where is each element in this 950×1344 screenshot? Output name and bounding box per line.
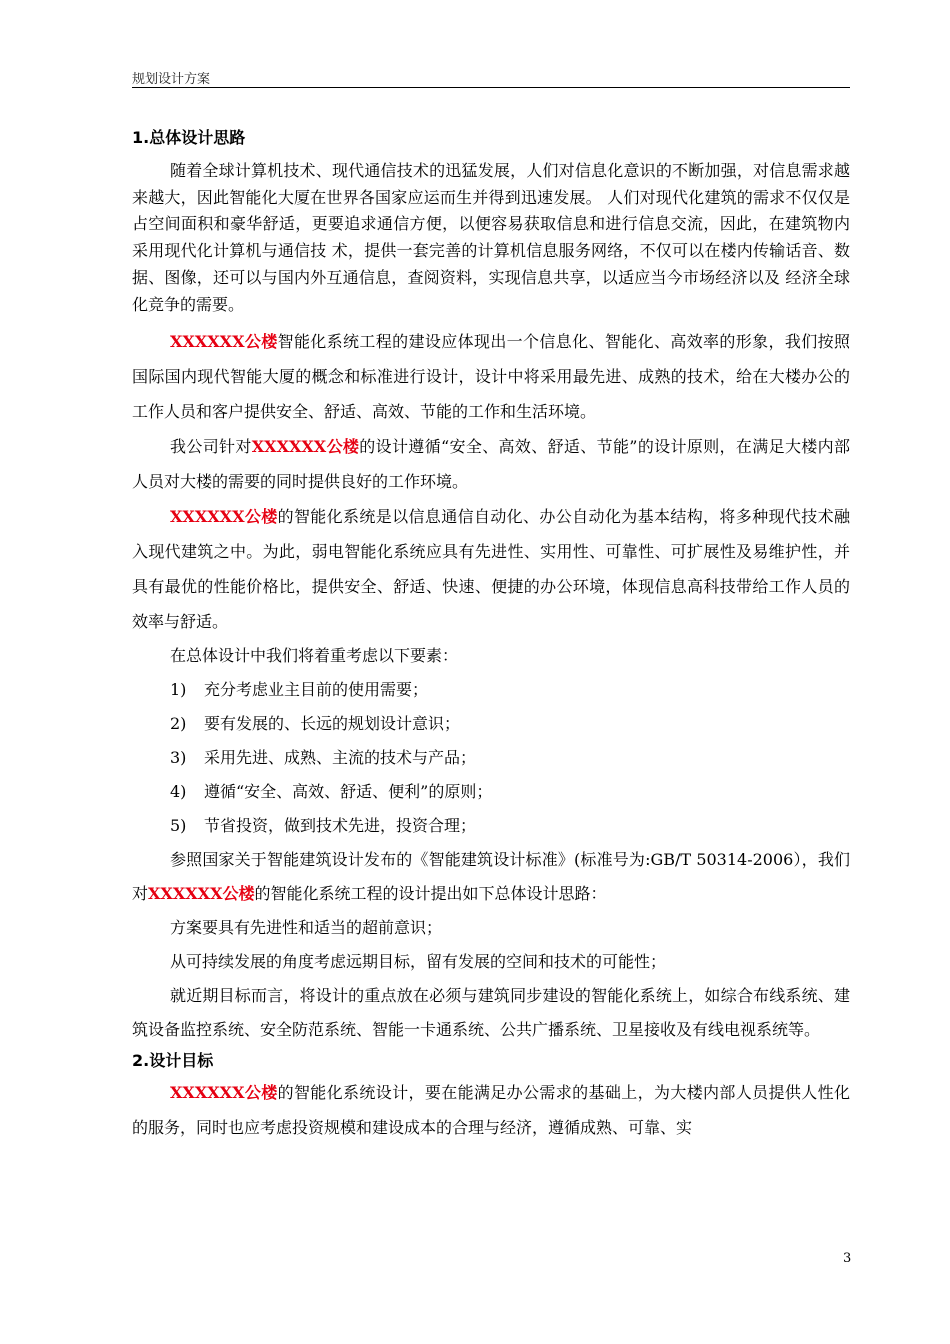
intro-paragraph: 随着全球计算机技术、现代通信技术的迅猛发展，人们对信息化意识的不断加强，对信息需求越来越大，因此智能化大厦在世界各国家应运而生并得到迅速发展。 人们对现代化建筑的需求不仅仅是占空间面积和豪华舒适，更要追求通信方便，以便容易获取信息和进行信息交流，因此，在建筑物内采用现代化计算机与通信技 术，提供一套完善的计算机信息服务网络，不仅可以在楼内传输话音、数据、图像，还可以与国内外互通信息，查阅资料，实现信息共享，以适应当今市场经济以及 经济全球化竞争的需要。: [132, 161, 850, 314]
section-heading-design-goals: 2.设计目标: [132, 1051, 214, 1071]
project-name-highlight: XXXXXX公楼: [170, 1083, 278, 1103]
paragraph-text: 的智能化系统是以信息通信自动化、办公自动化为基本结构，将多种现代技术融入现代建筑之中。为此，弱电智能化系统应具有先进性、实用性、可靠性、可扩展性及易维护性，并具有最优的性能价格比，提供安全、舒适、快速、便捷的办公环境，体现信息高科技带给工作人员的效率与舒适。: [132, 507, 850, 632]
paragraph-structure: [132, 499, 850, 639]
paragraph-text: 的智能化系统设计，要在能满足办公需求的基础上，为大楼内部人员提供人性化的服务，同时也应考虑投资规模和建设成本的合理与经济，遵循成熟、可靠、实: [132, 1083, 850, 1138]
document-body: [132, 124, 850, 1145]
list-item: [132, 809, 850, 843]
list-item: [132, 707, 850, 741]
header-divider: [132, 87, 850, 88]
paragraph-text: 智能化系统工程的建设应体现出一个信息化、智能化、高效率的形象，我们按照国际国内现代智能大厦的概念和标准进行设计，设计中将采用最先进、成熟的技术，给在大楼办公的工作人员和客户提供安全、舒适、高效、节能的工作和生活环境。: [132, 332, 850, 422]
list-item-number: 1): [170, 680, 187, 700]
list-item-text: 要有发展的、长远的规划设计意识；: [204, 714, 461, 734]
running-header: 规划设计方案: [132, 72, 211, 87]
paragraph-standard-reference: [132, 843, 850, 911]
project-name-highlight: XXXXXX公楼: [148, 884, 255, 904]
paragraph-lead: 参照国家关于智能建筑设计发布的《智能建筑设计标准》(标准号为:GB/T 50314-2006），我们对: [132, 850, 850, 904]
list-intro: 在总体设计中我们将着重考虑以下要素：: [170, 646, 459, 666]
project-name-highlight: XXXXXX公楼: [170, 332, 278, 352]
paragraph-principles: [132, 429, 850, 499]
list-item-number: 4): [170, 782, 187, 802]
list-item-number: 2): [170, 714, 187, 734]
paragraph-lead: 我公司针对: [170, 437, 252, 457]
design-factors-list: [132, 673, 850, 843]
list-item-number: 3): [170, 748, 187, 768]
project-name-highlight: XXXXXX公楼: [170, 507, 278, 527]
paragraph-forward-looking: 方案要具有先进性和适当的超前意识；: [170, 918, 443, 938]
list-item: [132, 775, 850, 809]
list-item-text: 充分考虑业主目前的使用需要；: [204, 680, 429, 700]
paragraph-text: 的智能化系统工程的设计提出如下总体设计思路：: [254, 884, 607, 904]
paragraph-sustainable: 从可持续发展的角度考虑远期目标，留有发展的空间和技术的可能性；: [170, 952, 667, 972]
paragraph-image: [132, 324, 850, 429]
paragraph-text: 的设计遵循“安全、高效、舒适、节能”的设计原则，在满足大楼内部人员对大楼的需要的同时提供良好的工作环境。: [132, 437, 850, 492]
list-item: [132, 673, 850, 707]
list-item-number: 5): [170, 816, 187, 836]
list-item-text: 遵循“安全、高效、舒适、便利”的原则；: [204, 782, 493, 802]
list-item-text: 节省投资，做到技术先进，投资合理；: [204, 816, 477, 836]
project-name-highlight: XXXXXX公楼: [251, 437, 360, 457]
list-item-text: 采用先进、成熟、主流的技术与产品；: [204, 748, 477, 768]
section-heading-overall-design: 1.总体设计思路: [132, 128, 246, 147]
list-item: [132, 741, 850, 775]
paragraph-design-goals: [132, 1075, 850, 1145]
page-number: 3: [843, 1251, 852, 1266]
paragraph-near-term: 就近期目标而言，将设计的重点放在必须与建筑同步建设的智能化系统上，如综合布线系统、建筑设备监控系统、安全防范系统、智能一卡通系统、公共广播系统、卫星接收及有线电视系统等。: [132, 986, 850, 1040]
